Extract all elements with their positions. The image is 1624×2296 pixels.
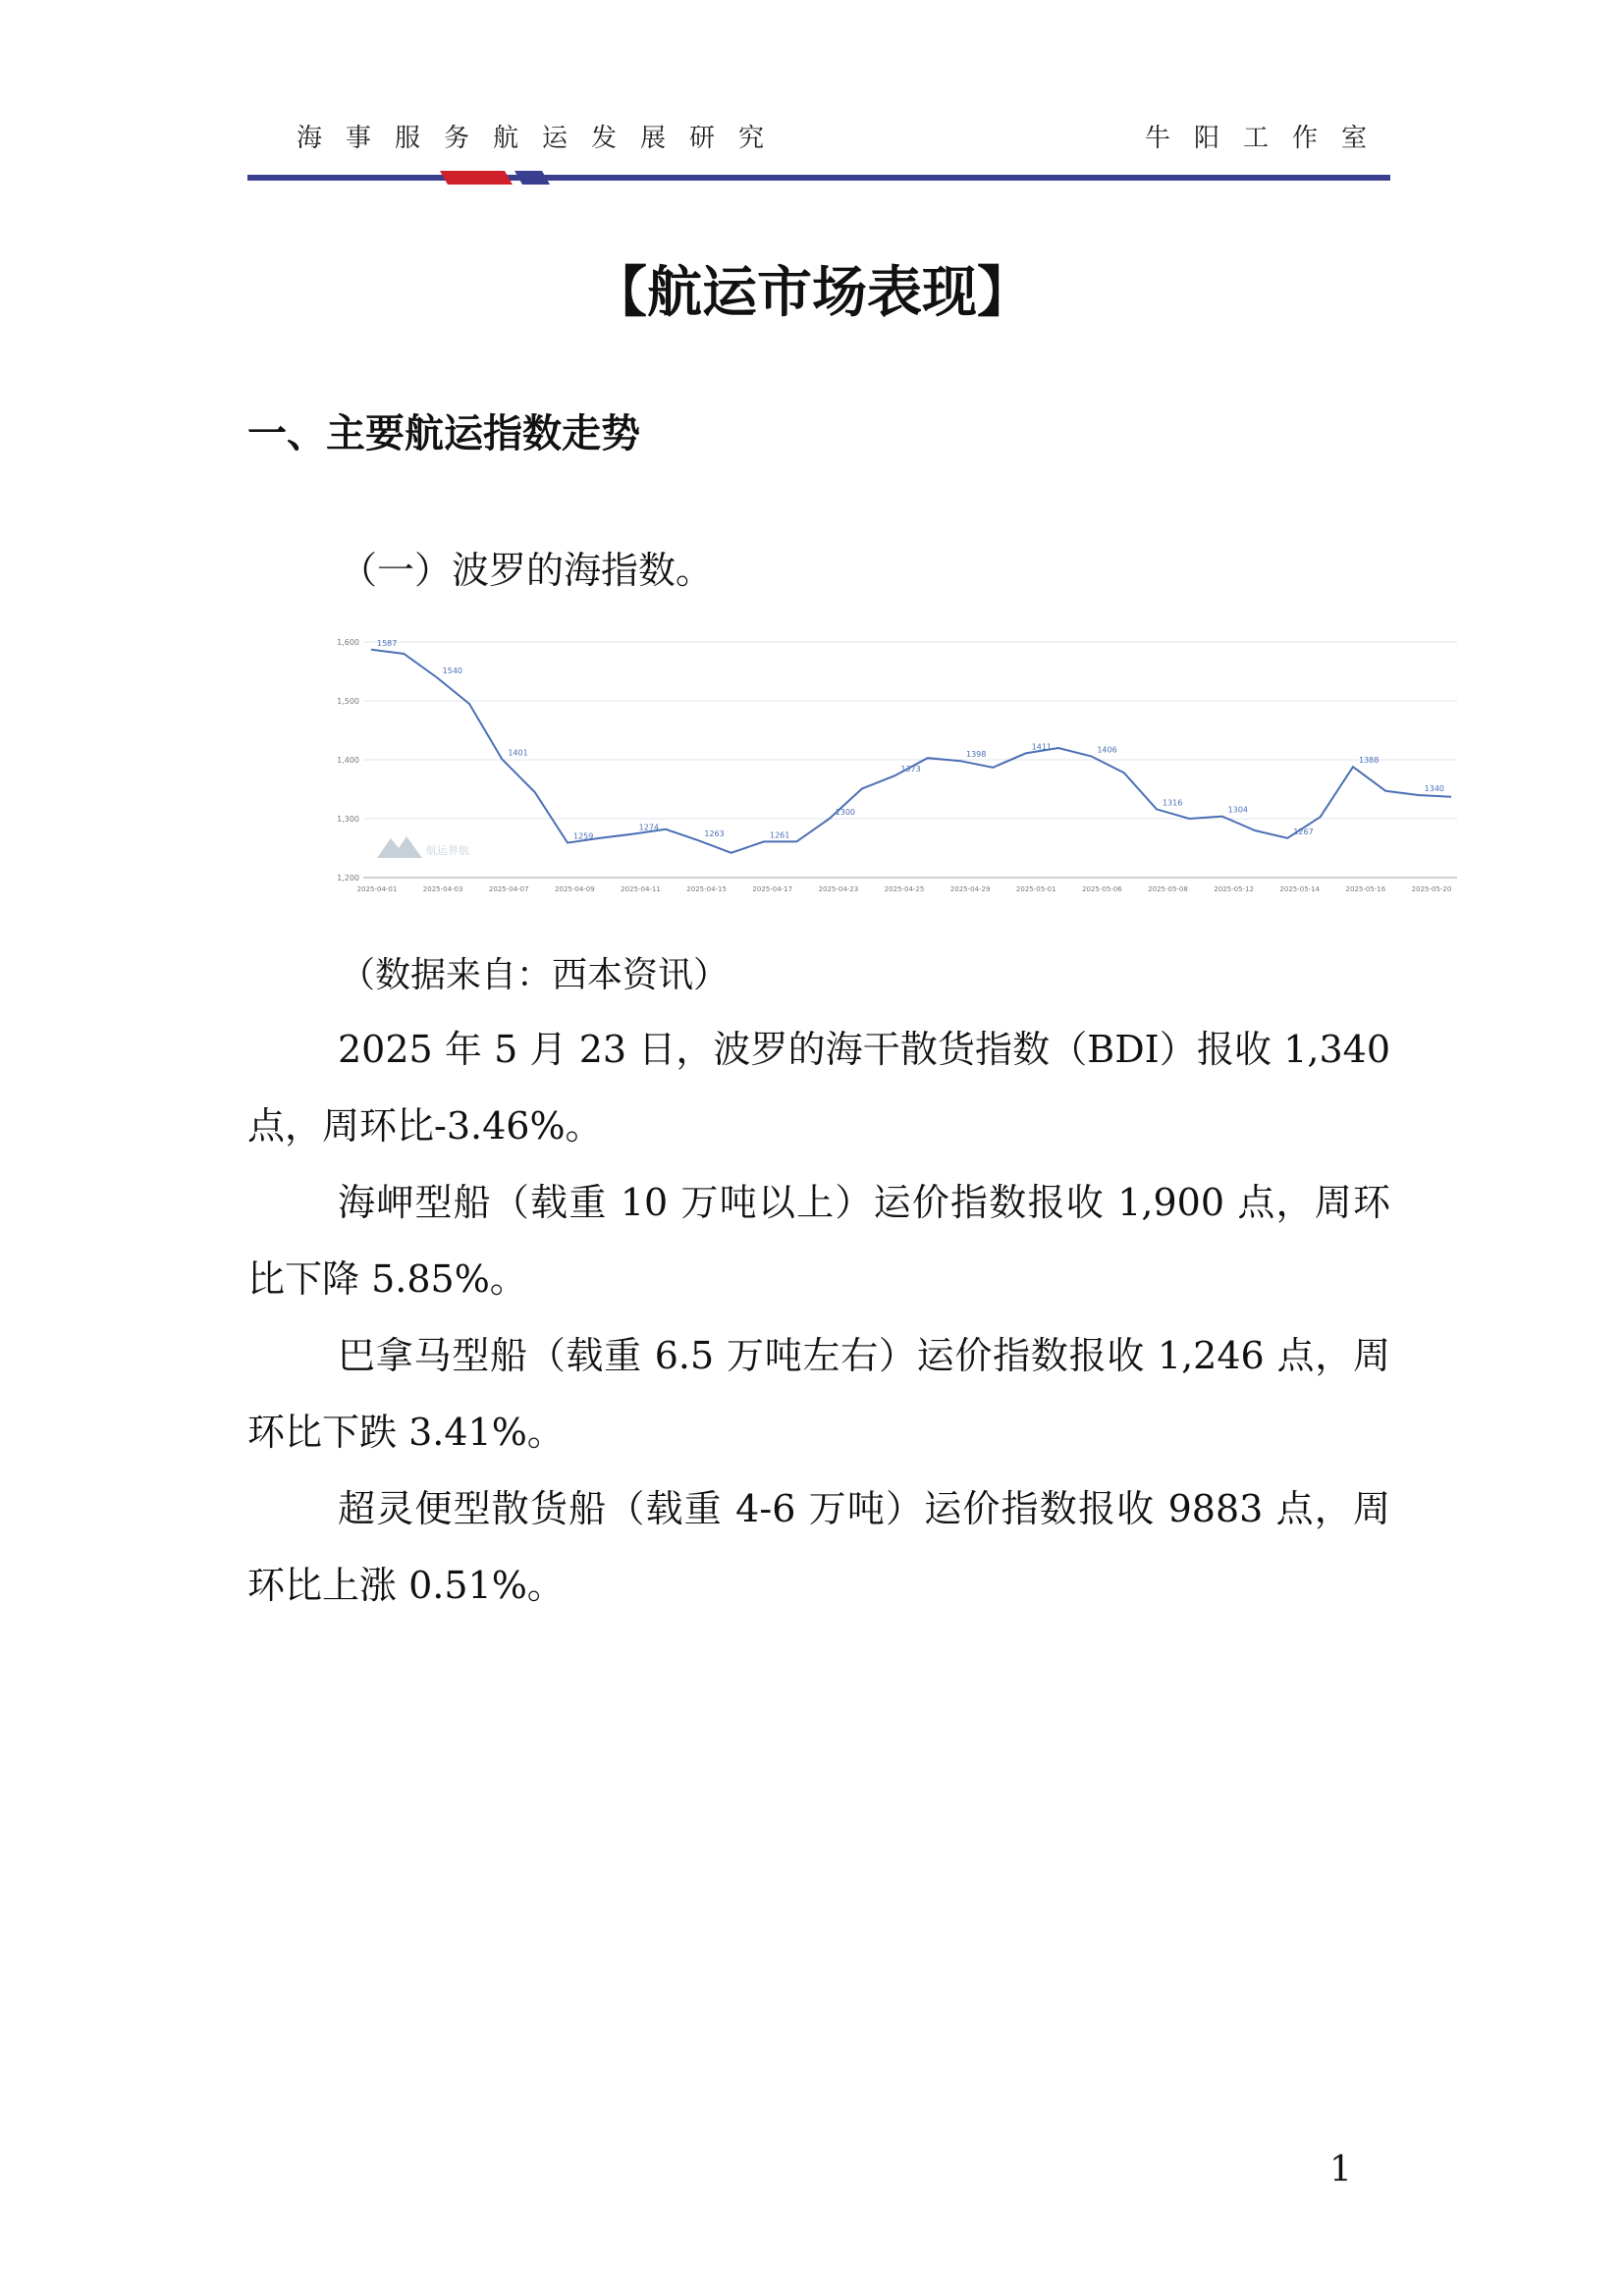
x-tick-label: 2025-05-14	[1279, 885, 1321, 893]
page-title: 【航运市场表现】	[592, 261, 1032, 325]
data-label: 1398	[966, 750, 987, 760]
data-label: 1406	[1097, 745, 1117, 755]
data-label: 1587	[377, 638, 398, 648]
y-tick-label: 1,400	[337, 756, 359, 765]
x-tick-label: 2025-04-23	[818, 885, 859, 893]
header-left-title: 海事服务航运发展研究	[297, 124, 788, 153]
data-label: 1411	[1031, 742, 1053, 752]
data-source-note: （数据来自：西本资讯）	[340, 955, 730, 995]
x-tick-label: 2025-05-06	[1082, 885, 1122, 893]
data-label: 1316	[1163, 798, 1183, 808]
page-number: 1	[1329, 2150, 1352, 2190]
data-label: 1261	[770, 830, 790, 840]
section-heading: 一、主要航运指数走势	[247, 411, 640, 456]
bdi-line-chart	[328, 628, 1477, 913]
y-tick-label: 1,300	[337, 815, 359, 824]
x-tick-label: 2025-04-09	[555, 885, 595, 893]
data-label: 1340	[1424, 784, 1445, 793]
x-tick-label: 2025-04-15	[686, 885, 727, 893]
y-tick-label: 1,200	[337, 874, 359, 882]
x-tick-label: 2025-04-29	[949, 885, 991, 893]
header-right-title: 牛阳工作室	[1144, 124, 1390, 153]
paragraph-panamax: 巴拿马型船（载重 6.5 万吨左右）运价指数报收 1,246 点，周环比下跌 3.41%。	[247, 1334, 1390, 1454]
data-label: 1274	[638, 823, 660, 832]
data-label: 1388	[1359, 756, 1380, 766]
data-label: 1300	[835, 808, 856, 817]
x-tick-label: 2025-04-03	[422, 885, 463, 893]
bdi-series-line	[371, 650, 1451, 853]
data-label: 1267	[1293, 827, 1314, 836]
watermark-text: 航运界航	[426, 844, 469, 857]
data-label: 1401	[508, 748, 528, 758]
chart-y-axis	[337, 638, 359, 882]
data-label: 1304	[1227, 805, 1249, 815]
y-tick-label: 1,600	[337, 638, 359, 647]
x-tick-label: 2025-04-01	[356, 885, 398, 893]
x-tick-label: 2025-05-08	[1148, 885, 1188, 893]
data-label: 1540	[442, 667, 463, 675]
y-tick-label: 1,500	[337, 697, 359, 706]
subsection-heading: （一）波罗的海指数。	[340, 549, 714, 592]
x-tick-label: 2025-04-07	[488, 885, 529, 893]
chart-watermark	[377, 836, 469, 858]
x-tick-label: 2025-05-16	[1345, 885, 1386, 893]
paragraph-bdi: 2025 年 5 月 23 日，波罗的海干散货指数（BDI）报收 1,340 点，周环比-3.46%。	[247, 1028, 1390, 1148]
x-tick-label: 2025-05-01	[1015, 885, 1056, 893]
paragraph-capesize: 海岬型船（载重 10 万吨以上）运价指数报收 1,900 点，周环比下降 5.85%。	[247, 1181, 1390, 1301]
chart-grid	[363, 642, 1457, 878]
data-label: 1259	[573, 831, 594, 841]
paragraph-supramax: 超灵便型散货船（载重 4-6 万吨）运价指数报收 9883 点，周环比上涨 0.51%。	[247, 1487, 1390, 1607]
chart-data-labels	[377, 639, 1444, 841]
data-label: 1373	[900, 765, 921, 774]
data-label: 1263	[704, 829, 725, 839]
chart-x-axis	[357, 885, 1452, 893]
x-tick-label: 2025-05-12	[1214, 885, 1254, 893]
x-tick-label: 2025-05-20	[1411, 885, 1452, 893]
x-tick-label: 2025-04-25	[884, 885, 925, 893]
x-tick-label: 2025-04-17	[752, 885, 793, 893]
header-rule	[247, 171, 1390, 185]
x-tick-label: 2025-04-11	[621, 885, 661, 893]
